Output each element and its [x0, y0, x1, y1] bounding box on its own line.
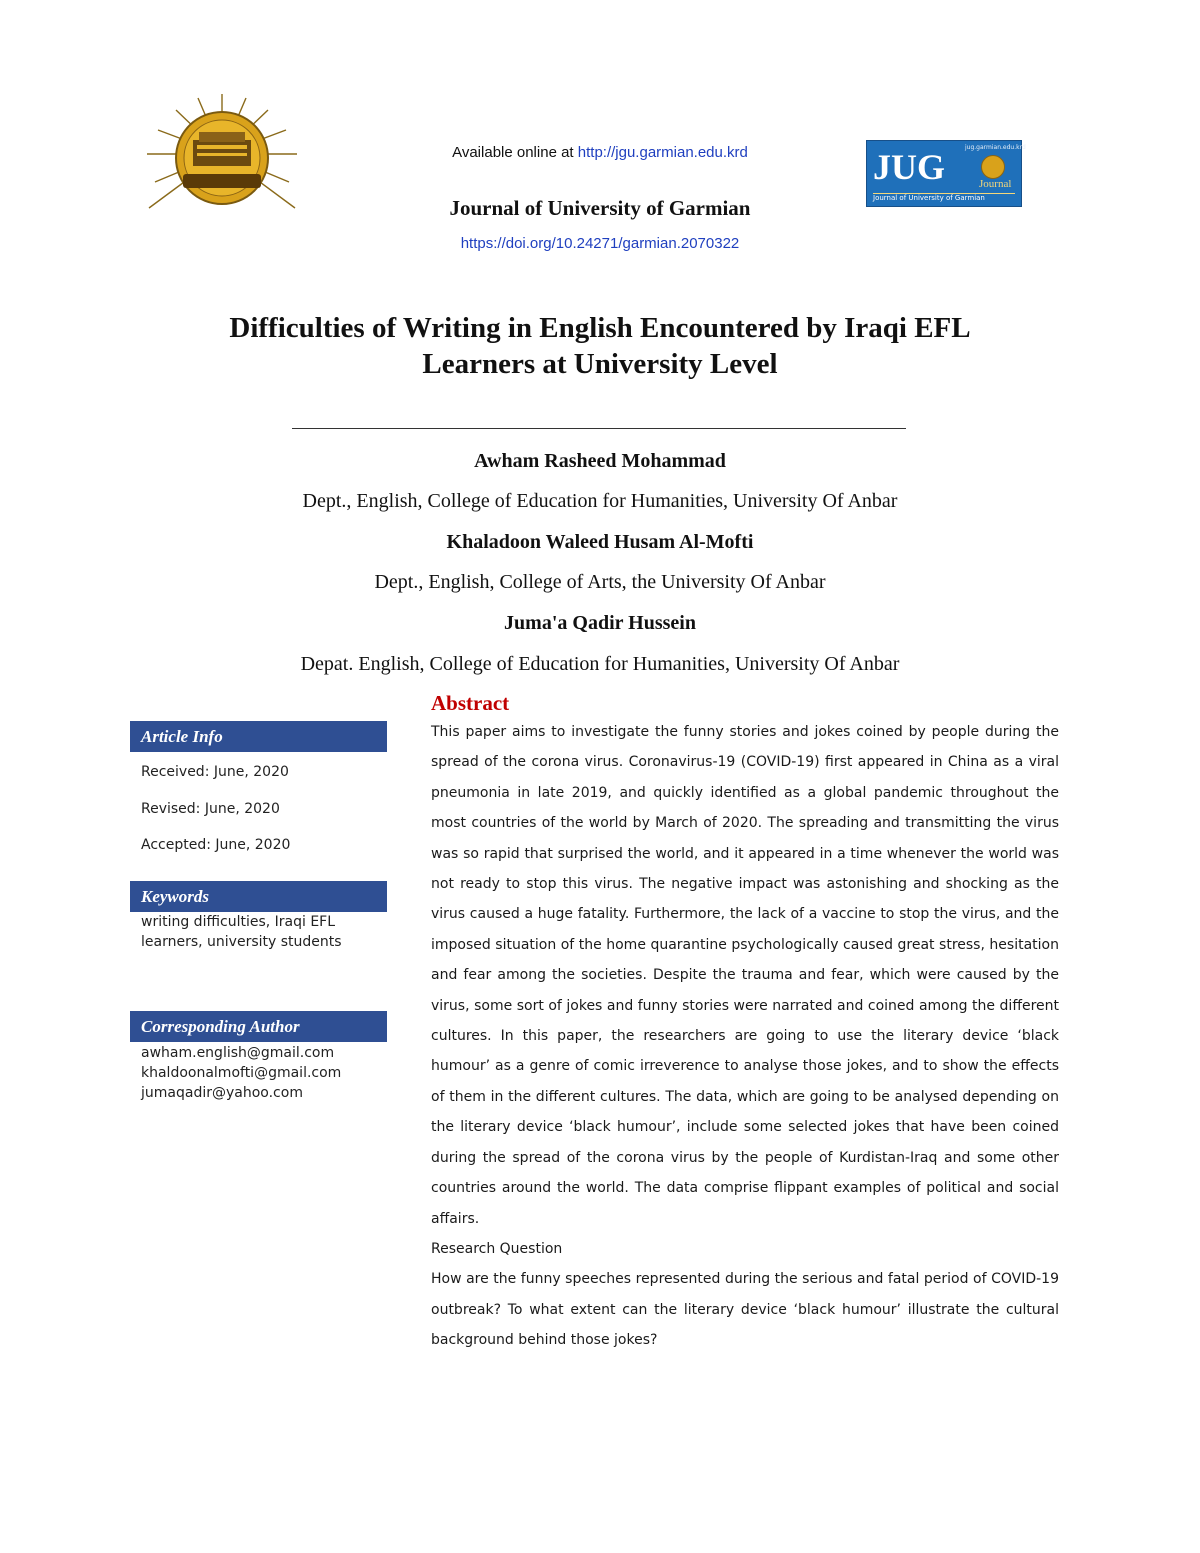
author-affiliation-3: Depat. English, College of Education for Humanities, University Of Anbar [300, 653, 900, 675]
corresponding-emails [141, 1043, 381, 1103]
accepted-date: Accepted: June, 2020 [141, 837, 291, 853]
research-question-text: How are the funny speeches represented during the serious and fatal period of COVID-19 outbreak? To what extent can the literary device ‘black humour’ illustrate the cultural background behind those jokes? [431, 1271, 1059, 1349]
research-question-label: Research Question [431, 1240, 563, 1257]
author-email-2[interactable]: khaldoonalmofti@gmail.com [141, 1065, 342, 1081]
journal-name: Journal of University of Garmian [449, 196, 751, 220]
abstract-paragraph: This paper aims to investigate the funny stories and jokes coined by people during the spread of the corona virus. Coronavirus-19 (COVID-19) first appeared in China as a viral pneumonia in late 2019, and quickly identified as a global pandemic throughout the most countries of the world by March of 2020. The spreading and transmitting the virus was so rapid that surprised the world, and it appeared in a time whenever the world was not ready to stop this virus. The negative impact was astonishing and shocking as the virus caused a huge fatality. Furthermore, the lack of a vaccine to stop the virus, and the imposed situation of the home quarantine psychologically caused great stress, hesitation and fear among the societies. Despite the trauma and fear, which were caused by the virus, some sort of jokes and funny stories were narrated and coined among the different cultures. In this paper, the researchers are going to use the literary device ‘black humour’ as a genre of comic irreverence to analyse those jokes, and to show the effects of them in the different cultures. The data, which are going to be analysed depending on the literary device ‘black humour’, include some selected jokes that have been coined during the spread of the corona virus by the people of Kurdistan-Iraq and some other countries around the world. The data comprise flippant examples of political and social affairs. [431, 724, 1059, 1227]
author-affiliation-1: Dept., English, College of Education for Humanities, University Of Anbar [302, 490, 898, 512]
author-name-2: Khaladoon Waleed Husam Al-Mofti [446, 531, 754, 553]
corresponding-author-heading: Corresponding Author [130, 1011, 387, 1042]
jug-logo-emblem [981, 155, 1005, 179]
available-online-line [300, 144, 900, 161]
article-info-heading: Article Info [130, 721, 387, 752]
keywords-heading: Keywords [130, 881, 387, 912]
paper-title-line-1: Difficulties of Writing in English Encountered by Iraqi EFL [229, 312, 971, 344]
jug-logo-url: jug.garmian.edu.krd [965, 144, 1026, 151]
paper-title [150, 310, 1050, 382]
jug-logo-letters: JUG [873, 147, 945, 187]
title-divider [292, 428, 906, 429]
author-affiliation-2: Dept., English, College of Arts, the University Of Anbar [374, 571, 826, 593]
abstract-heading: Abstract [431, 691, 510, 715]
revised-date: Revised: June, 2020 [141, 801, 280, 817]
keywords-text: writing difficulties, Iraqi EFL learners, university students [141, 914, 342, 950]
journal-website-link[interactable]: http://jgu.garmian.edu.krd [577, 144, 748, 161]
available-online-prefix: Available online at [452, 144, 578, 161]
jug-logo-caption: Journal of University of Garmian [873, 193, 1015, 202]
doi-link[interactable]: https://doi.org/10.24271/garmian.2070322 [460, 235, 740, 252]
author-name-1: Awham Rasheed Mohammad [474, 450, 726, 472]
university-logo [143, 92, 301, 214]
author-email-3[interactable]: jumaqadir@yahoo.com [141, 1085, 303, 1101]
paper-title-line-2: Learners at University Level [422, 348, 778, 380]
received-date: Received: June, 2020 [141, 764, 289, 780]
jug-logo-word: Journal [979, 178, 1012, 190]
jug-journal-logo [866, 140, 1026, 207]
abstract-body [431, 717, 1059, 1356]
author-name-3: Juma'a Qadir Hussein [504, 612, 696, 634]
author-email-1[interactable]: awham.english@gmail.com [141, 1045, 335, 1061]
